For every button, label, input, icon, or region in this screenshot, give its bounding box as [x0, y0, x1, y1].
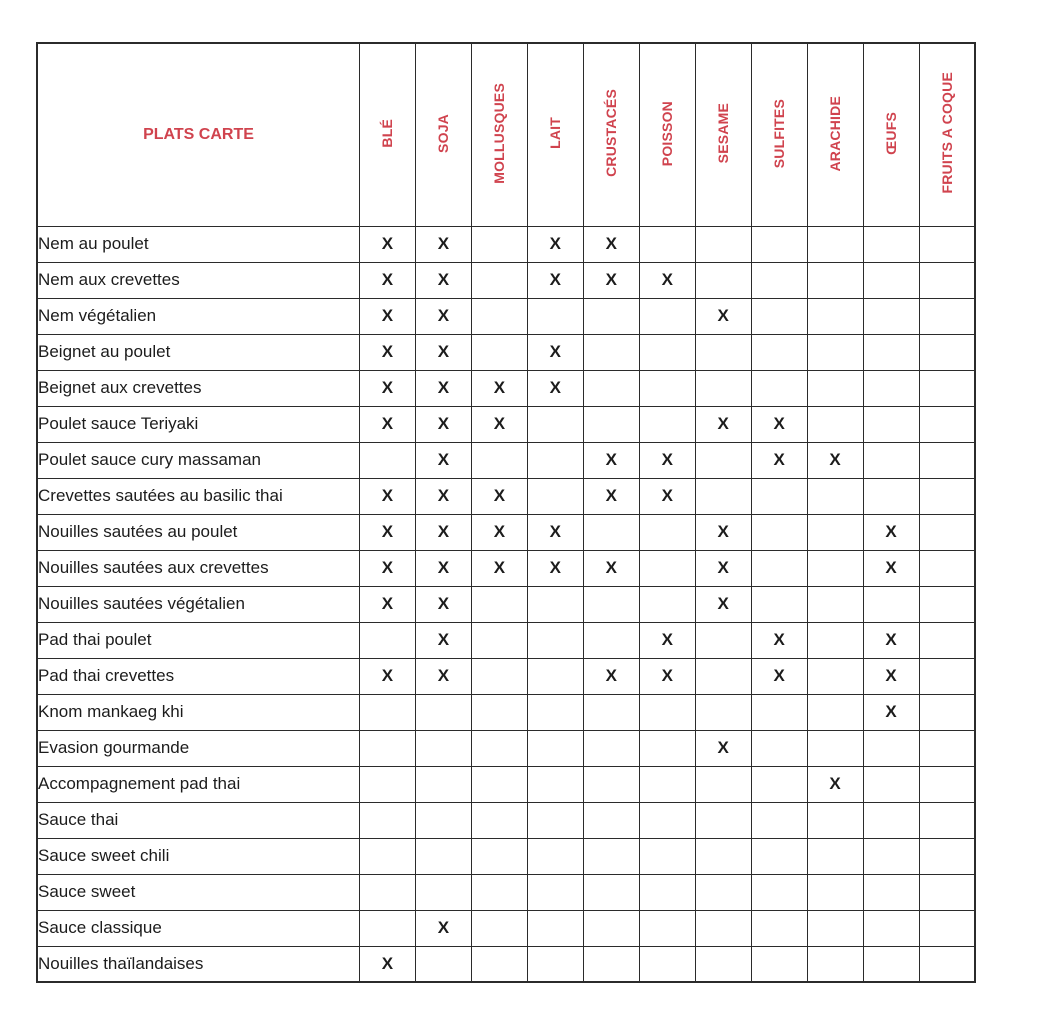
allergen-mark-cell — [527, 802, 583, 838]
table-row — [37, 586, 975, 622]
allergen-mark-cell: X — [583, 226, 639, 262]
allergen-mark-cell: X — [415, 262, 471, 298]
allergen-mark-cell: X — [863, 622, 919, 658]
allergen-header-arachide — [807, 43, 863, 226]
allergen-mark-cell — [471, 586, 527, 622]
allergen-mark-cell: X — [639, 262, 695, 298]
allergen-mark-cell — [807, 730, 863, 766]
dish-name: Sauce classique — [37, 910, 360, 946]
allergen-mark-cell — [415, 730, 471, 766]
allergen-mark-cell: X — [639, 658, 695, 694]
allergen-mark-cell — [527, 442, 583, 478]
allergen-mark-cell — [695, 478, 751, 514]
allergen-mark-cell: X — [415, 550, 471, 586]
allergen-mark-cell — [360, 442, 416, 478]
allergen-mark-cell — [919, 694, 975, 730]
allergen-mark-cell — [919, 874, 975, 910]
allergen-mark-cell — [527, 910, 583, 946]
allergen-mark-cell: X — [360, 658, 416, 694]
allergen-mark-cell: X — [583, 262, 639, 298]
dish-name: Nem aux crevettes — [37, 262, 360, 298]
allergen-label: FRUITS A COQUE — [938, 72, 955, 195]
allergen-mark-cell: X — [360, 262, 416, 298]
allergen-mark-cell — [639, 586, 695, 622]
allergen-mark-cell — [471, 622, 527, 658]
allergen-mark-cell — [863, 334, 919, 370]
allergen-header-soja — [415, 43, 471, 226]
dish-name: Knom mankaeg khi — [37, 694, 360, 730]
allergen-mark-cell: X — [527, 370, 583, 406]
allergen-mark-cell — [751, 478, 807, 514]
allergen-mark-cell: X — [360, 298, 416, 334]
allergen-mark-cell — [751, 694, 807, 730]
allergen-mark-cell — [807, 946, 863, 982]
allergen-mark-cell — [471, 802, 527, 838]
allergen-mark-cell — [695, 694, 751, 730]
allergen-mark-cell — [751, 262, 807, 298]
allergen-mark-cell: X — [360, 226, 416, 262]
allergen-mark-cell — [471, 262, 527, 298]
allergen-mark-cell — [583, 874, 639, 910]
allergen-mark-cell — [527, 730, 583, 766]
allergen-mark-cell — [583, 802, 639, 838]
allergen-mark-cell — [751, 334, 807, 370]
allergen-mark-cell: X — [863, 658, 919, 694]
allergen-mark-cell: X — [415, 442, 471, 478]
allergen-mark-cell — [807, 874, 863, 910]
allergen-mark-cell — [807, 622, 863, 658]
table-row — [37, 658, 975, 694]
allergen-mark-cell — [583, 946, 639, 982]
allergen-mark-cell — [863, 802, 919, 838]
allergen-mark-cell: X — [360, 334, 416, 370]
allergen-label: SOJA — [435, 113, 452, 153]
allergen-mark-cell — [415, 838, 471, 874]
allergen-mark-cell — [919, 946, 975, 982]
allergen-mark-cell: X — [527, 262, 583, 298]
dish-name: Nouilles thaïlandaises — [37, 946, 360, 982]
allergen-mark-cell — [527, 298, 583, 334]
allergen-mark-cell — [471, 334, 527, 370]
allergen-label: ŒUFS — [883, 111, 900, 155]
table-row — [37, 370, 975, 406]
allergen-mark-cell — [360, 730, 416, 766]
allergen-mark-cell: X — [583, 658, 639, 694]
allergen-mark-cell — [695, 622, 751, 658]
allergen-mark-cell — [695, 802, 751, 838]
dish-name: Nem végétalien — [37, 298, 360, 334]
allergen-mark-cell: X — [639, 622, 695, 658]
table-row — [37, 262, 975, 298]
allergen-mark-cell — [751, 838, 807, 874]
allergen-header-poisson — [639, 43, 695, 226]
allergen-mark-cell — [471, 442, 527, 478]
table-row — [37, 910, 975, 946]
allergen-mark-cell — [471, 838, 527, 874]
allergen-mark-cell — [639, 910, 695, 946]
allergen-mark-cell — [863, 766, 919, 802]
allergen-mark-cell — [863, 406, 919, 442]
allergen-mark-cell — [639, 406, 695, 442]
allergen-mark-cell — [471, 298, 527, 334]
allergen-mark-cell: X — [471, 478, 527, 514]
dish-name: Nem au poulet — [37, 226, 360, 262]
allergen-mark-cell: X — [527, 550, 583, 586]
allergen-mark-cell — [360, 802, 416, 838]
allergen-mark-cell — [751, 226, 807, 262]
table-row — [37, 406, 975, 442]
allergen-mark-cell — [863, 838, 919, 874]
dish-name: Pad thai poulet — [37, 622, 360, 658]
allergen-table — [36, 42, 976, 983]
allergen-mark-cell: X — [583, 478, 639, 514]
allergen-mark-cell — [415, 802, 471, 838]
allergen-mark-cell — [639, 334, 695, 370]
allergen-label: LAIT — [547, 117, 564, 150]
allergen-mark-cell — [639, 550, 695, 586]
allergen-mark-cell — [360, 910, 416, 946]
allergen-mark-cell — [863, 910, 919, 946]
allergen-mark-cell — [807, 262, 863, 298]
allergen-mark-cell: X — [415, 514, 471, 550]
allergen-mark-cell — [527, 838, 583, 874]
allergen-mark-cell — [751, 946, 807, 982]
allergen-mark-cell: X — [415, 226, 471, 262]
allergen-mark-cell — [919, 802, 975, 838]
allergen-header-lait — [527, 43, 583, 226]
table-row — [37, 622, 975, 658]
allergen-mark-cell: X — [863, 514, 919, 550]
allergen-mark-cell: X — [751, 622, 807, 658]
allergen-mark-cell: X — [360, 514, 416, 550]
dish-name: Nouilles sautées végétalien — [37, 586, 360, 622]
allergen-mark-cell — [695, 838, 751, 874]
allergen-mark-cell: X — [415, 298, 471, 334]
allergen-mark-cell — [471, 694, 527, 730]
allergen-mark-cell — [919, 514, 975, 550]
dish-name: Evasion gourmande — [37, 730, 360, 766]
allergen-mark-cell — [583, 334, 639, 370]
dish-column-header: PLATS CARTE — [37, 43, 360, 226]
allergen-mark-cell — [415, 874, 471, 910]
allergen-mark-cell — [919, 658, 975, 694]
allergen-mark-cell — [527, 406, 583, 442]
allergen-mark-cell — [639, 514, 695, 550]
allergen-mark-cell: X — [695, 586, 751, 622]
allergen-header-ble — [360, 43, 416, 226]
allergen-header-mollusques — [471, 43, 527, 226]
allergen-mark-cell: X — [583, 550, 639, 586]
allergen-mark-cell — [695, 658, 751, 694]
allergen-mark-cell: X — [360, 370, 416, 406]
allergen-mark-cell: X — [751, 406, 807, 442]
allergen-mark-cell: X — [415, 370, 471, 406]
allergen-mark-cell — [807, 694, 863, 730]
allergen-mark-cell — [639, 370, 695, 406]
table-row — [37, 550, 975, 586]
dish-name: Poulet sauce Teriyaki — [37, 406, 360, 442]
allergen-mark-cell — [471, 910, 527, 946]
allergen-mark-cell — [919, 622, 975, 658]
allergen-mark-cell — [751, 298, 807, 334]
allergen-mark-cell — [751, 766, 807, 802]
dish-name: Accompagnement pad thai — [37, 766, 360, 802]
allergen-label: CRUSTACÉS — [603, 89, 620, 178]
allergen-label: MOLLUSQUES — [491, 82, 508, 184]
allergen-mark-cell — [919, 766, 975, 802]
allergen-mark-cell — [639, 874, 695, 910]
table-body — [37, 226, 975, 982]
allergen-mark-cell — [583, 694, 639, 730]
table-row — [37, 838, 975, 874]
allergen-mark-cell — [863, 730, 919, 766]
allergen-mark-cell — [639, 298, 695, 334]
allergen-mark-cell: X — [527, 334, 583, 370]
table-row — [37, 766, 975, 802]
allergen-mark-cell: X — [360, 550, 416, 586]
allergen-mark-cell — [807, 478, 863, 514]
allergen-mark-cell: X — [695, 730, 751, 766]
allergen-mark-cell: X — [583, 442, 639, 478]
allergen-mark-cell — [695, 910, 751, 946]
allergen-mark-cell — [695, 370, 751, 406]
allergen-header-sesame — [695, 43, 751, 226]
allergen-mark-cell: X — [695, 514, 751, 550]
dish-name: Sauce sweet — [37, 874, 360, 910]
allergen-mark-cell — [919, 838, 975, 874]
allergen-mark-cell — [360, 838, 416, 874]
allergen-mark-cell — [807, 370, 863, 406]
allergen-mark-cell — [919, 262, 975, 298]
allergen-mark-cell: X — [695, 406, 751, 442]
allergen-mark-cell — [751, 514, 807, 550]
allergen-mark-cell — [583, 622, 639, 658]
allergen-mark-cell — [695, 874, 751, 910]
allergen-mark-cell — [527, 478, 583, 514]
allergen-mark-cell — [527, 946, 583, 982]
allergen-mark-cell — [807, 406, 863, 442]
allergen-mark-cell — [807, 514, 863, 550]
allergen-mark-cell — [527, 658, 583, 694]
allergen-mark-cell — [415, 766, 471, 802]
allergen-mark-cell — [527, 622, 583, 658]
header-row — [37, 43, 975, 226]
table-row — [37, 730, 975, 766]
allergen-mark-cell — [919, 442, 975, 478]
dish-name: Beignet au poulet — [37, 334, 360, 370]
allergen-mark-cell — [919, 226, 975, 262]
table-row — [37, 298, 975, 334]
dish-name: Sauce thai — [37, 802, 360, 838]
allergen-mark-cell: X — [695, 298, 751, 334]
allergen-label: SESAME — [715, 103, 732, 164]
allergen-mark-cell: X — [360, 946, 416, 982]
allergen-mark-cell — [919, 370, 975, 406]
allergen-mark-cell — [751, 910, 807, 946]
allergen-label: SULFITES — [771, 98, 788, 168]
allergen-mark-cell: X — [751, 442, 807, 478]
allergen-mark-cell — [695, 946, 751, 982]
allergen-mark-cell: X — [360, 586, 416, 622]
table-row — [37, 514, 975, 550]
allergen-mark-cell — [583, 406, 639, 442]
allergen-mark-cell — [919, 550, 975, 586]
allergen-mark-cell — [360, 622, 416, 658]
table-row — [37, 694, 975, 730]
allergen-mark-cell: X — [471, 514, 527, 550]
allergen-mark-cell — [807, 334, 863, 370]
allergen-mark-cell — [807, 550, 863, 586]
allergen-mark-cell — [583, 766, 639, 802]
allergen-mark-cell — [639, 802, 695, 838]
allergen-mark-cell — [583, 298, 639, 334]
allergen-mark-cell: X — [415, 406, 471, 442]
allergen-mark-cell — [807, 586, 863, 622]
allergen-mark-cell — [807, 298, 863, 334]
allergen-mark-cell: X — [360, 406, 416, 442]
allergen-mark-cell — [639, 766, 695, 802]
allergen-mark-cell — [751, 586, 807, 622]
allergen-mark-cell — [527, 766, 583, 802]
allergen-mark-cell — [863, 478, 919, 514]
allergen-mark-cell — [639, 694, 695, 730]
allergen-mark-cell — [751, 802, 807, 838]
allergen-mark-cell: X — [360, 478, 416, 514]
table-row — [37, 334, 975, 370]
allergen-mark-cell — [360, 694, 416, 730]
allergen-mark-cell: X — [471, 370, 527, 406]
allergen-mark-cell — [807, 658, 863, 694]
dish-name: Poulet sauce cury massaman — [37, 442, 360, 478]
allergen-mark-cell: X — [639, 442, 695, 478]
table-row — [37, 946, 975, 982]
allergen-mark-cell — [639, 226, 695, 262]
allergen-mark-cell — [360, 766, 416, 802]
allergen-mark-cell — [639, 838, 695, 874]
allergen-mark-cell — [863, 874, 919, 910]
allergen-label: POISSON — [659, 100, 676, 166]
allergen-mark-cell: X — [527, 226, 583, 262]
allergen-mark-cell: X — [415, 334, 471, 370]
allergen-mark-cell — [695, 226, 751, 262]
allergen-mark-cell — [751, 730, 807, 766]
dish-name: Nouilles sautées au poulet — [37, 514, 360, 550]
allergen-mark-cell — [527, 694, 583, 730]
allergen-mark-cell — [751, 874, 807, 910]
allergen-mark-cell — [751, 550, 807, 586]
allergen-mark-cell — [807, 226, 863, 262]
allergen-mark-cell: X — [695, 550, 751, 586]
table-row — [37, 478, 975, 514]
allergen-mark-cell: X — [471, 406, 527, 442]
allergen-mark-cell — [919, 298, 975, 334]
allergen-header-fruits-a-coque — [919, 43, 975, 226]
table-row — [37, 874, 975, 910]
allergen-mark-cell — [471, 730, 527, 766]
allergen-mark-cell — [583, 910, 639, 946]
allergen-mark-cell — [471, 658, 527, 694]
allergen-mark-cell — [919, 406, 975, 442]
allergen-mark-cell — [695, 766, 751, 802]
allergen-mark-cell — [863, 946, 919, 982]
allergen-mark-cell: X — [751, 658, 807, 694]
allergen-mark-cell — [583, 370, 639, 406]
allergen-mark-cell — [751, 370, 807, 406]
dish-name: Crevettes sautées au basilic thai — [37, 478, 360, 514]
allergen-mark-cell: X — [863, 694, 919, 730]
allergen-mark-cell: X — [415, 478, 471, 514]
allergen-mark-cell: X — [415, 658, 471, 694]
allergen-mark-cell — [807, 838, 863, 874]
allergen-label: BLÉ — [379, 118, 396, 148]
allergen-header-crustaces — [583, 43, 639, 226]
allergen-mark-cell: X — [639, 478, 695, 514]
allergen-mark-cell — [863, 370, 919, 406]
allergen-mark-cell — [415, 694, 471, 730]
allergen-mark-cell — [471, 226, 527, 262]
allergen-mark-cell — [583, 730, 639, 766]
allergen-mark-cell — [919, 478, 975, 514]
allergen-mark-cell — [863, 226, 919, 262]
allergen-mark-cell — [919, 730, 975, 766]
allergen-mark-cell — [695, 442, 751, 478]
table-row — [37, 226, 975, 262]
allergen-mark-cell — [919, 334, 975, 370]
table-row — [37, 442, 975, 478]
allergen-mark-cell — [471, 946, 527, 982]
allergen-mark-cell — [639, 730, 695, 766]
dish-name: Nouilles sautées aux crevettes — [37, 550, 360, 586]
allergen-mark-cell — [695, 334, 751, 370]
allergen-mark-cell — [807, 910, 863, 946]
allergen-mark-cell: X — [415, 586, 471, 622]
allergen-mark-cell — [583, 586, 639, 622]
dish-name: Pad thai crevettes — [37, 658, 360, 694]
allergen-label: ARACHIDE — [827, 95, 844, 171]
allergen-mark-cell — [695, 262, 751, 298]
allergen-mark-cell: X — [471, 550, 527, 586]
allergen-mark-cell — [863, 298, 919, 334]
dish-name: Beignet aux crevettes — [37, 370, 360, 406]
allergen-mark-cell: X — [807, 442, 863, 478]
dish-name: Sauce sweet chili — [37, 838, 360, 874]
allergen-mark-cell — [919, 910, 975, 946]
allergen-mark-cell: X — [415, 622, 471, 658]
allergen-mark-cell: X — [863, 550, 919, 586]
allergen-mark-cell — [360, 874, 416, 910]
allergen-mark-cell — [639, 946, 695, 982]
allergen-mark-cell — [583, 838, 639, 874]
allergen-mark-cell — [527, 586, 583, 622]
allergen-mark-cell — [863, 442, 919, 478]
allergen-mark-cell — [527, 874, 583, 910]
allergen-mark-cell — [415, 946, 471, 982]
allergen-mark-cell — [807, 802, 863, 838]
table-row — [37, 802, 975, 838]
allergen-mark-cell — [863, 586, 919, 622]
allergen-header-sulfites — [751, 43, 807, 226]
allergen-mark-cell — [863, 262, 919, 298]
allergen-mark-cell — [583, 514, 639, 550]
allergen-mark-cell — [471, 874, 527, 910]
allergen-header-oeufs — [863, 43, 919, 226]
allergen-mark-cell: X — [415, 910, 471, 946]
allergen-mark-cell: X — [527, 514, 583, 550]
allergen-mark-cell — [919, 586, 975, 622]
allergen-mark-cell: X — [807, 766, 863, 802]
allergen-mark-cell — [471, 766, 527, 802]
